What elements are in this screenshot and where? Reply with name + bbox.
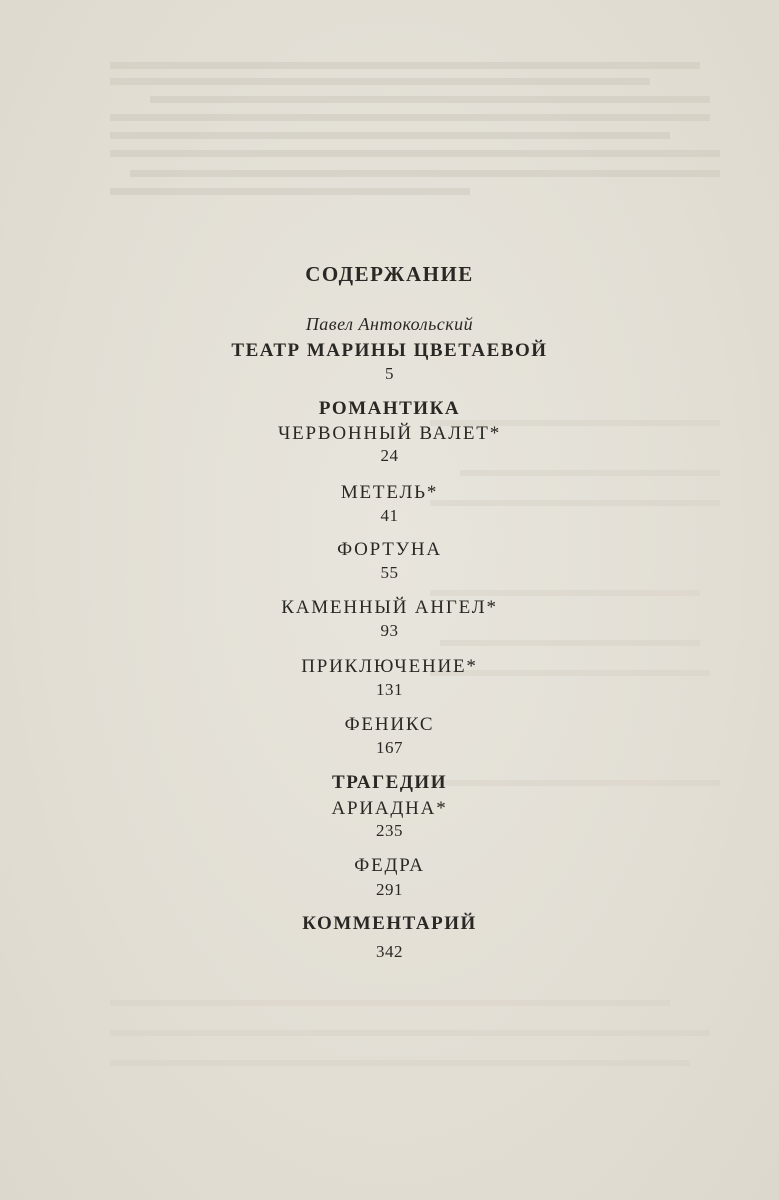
contents-heading: СОДЕРЖАНИЕ	[305, 262, 474, 286]
commentary-title: КОММЕНТАРИЙ	[302, 913, 477, 934]
intro-title: ТЕАТР МАРИНЫ ЦВЕТАЕВОЙ	[231, 340, 548, 361]
toc-entry-page: 93	[380, 621, 399, 640]
toc-entry-page: 131	[376, 680, 403, 699]
toc-entry-title: ЧЕРВОННЫЙ ВАЛЕТ*	[278, 423, 501, 444]
toc-entry-page: 55	[380, 563, 399, 582]
toc-entry-title: ФЕНИКС	[344, 714, 435, 735]
toc-entry-page: 291	[376, 880, 403, 899]
commentary-page-number: 342	[376, 942, 403, 961]
toc-entry-title: ПРИКЛЮЧЕНИЕ*	[301, 656, 478, 677]
toc-entry-page: 167	[376, 738, 403, 757]
toc-entry-title: МЕТЕЛЬ*	[340, 482, 439, 503]
intro-author: Павел Антокольский	[305, 314, 474, 334]
toc-entry-title: ФЕДРА	[354, 855, 425, 876]
section-title-romantika: РОМАНТИКА	[318, 398, 461, 419]
toc-entry-title: КАМЕННЫЙ АНГЕЛ*	[281, 597, 498, 618]
toc-entry-title: АРИАДНА*	[331, 798, 448, 819]
toc-entry-title: ФОРТУНА	[337, 539, 442, 560]
toc-entry-page: 41	[380, 506, 399, 525]
section-title-tragedii: ТРАГЕДИИ	[332, 772, 447, 793]
intro-page-number: 5	[385, 364, 394, 383]
toc-entry-page: 235	[376, 821, 403, 840]
toc-entry-page: 24	[380, 446, 399, 465]
